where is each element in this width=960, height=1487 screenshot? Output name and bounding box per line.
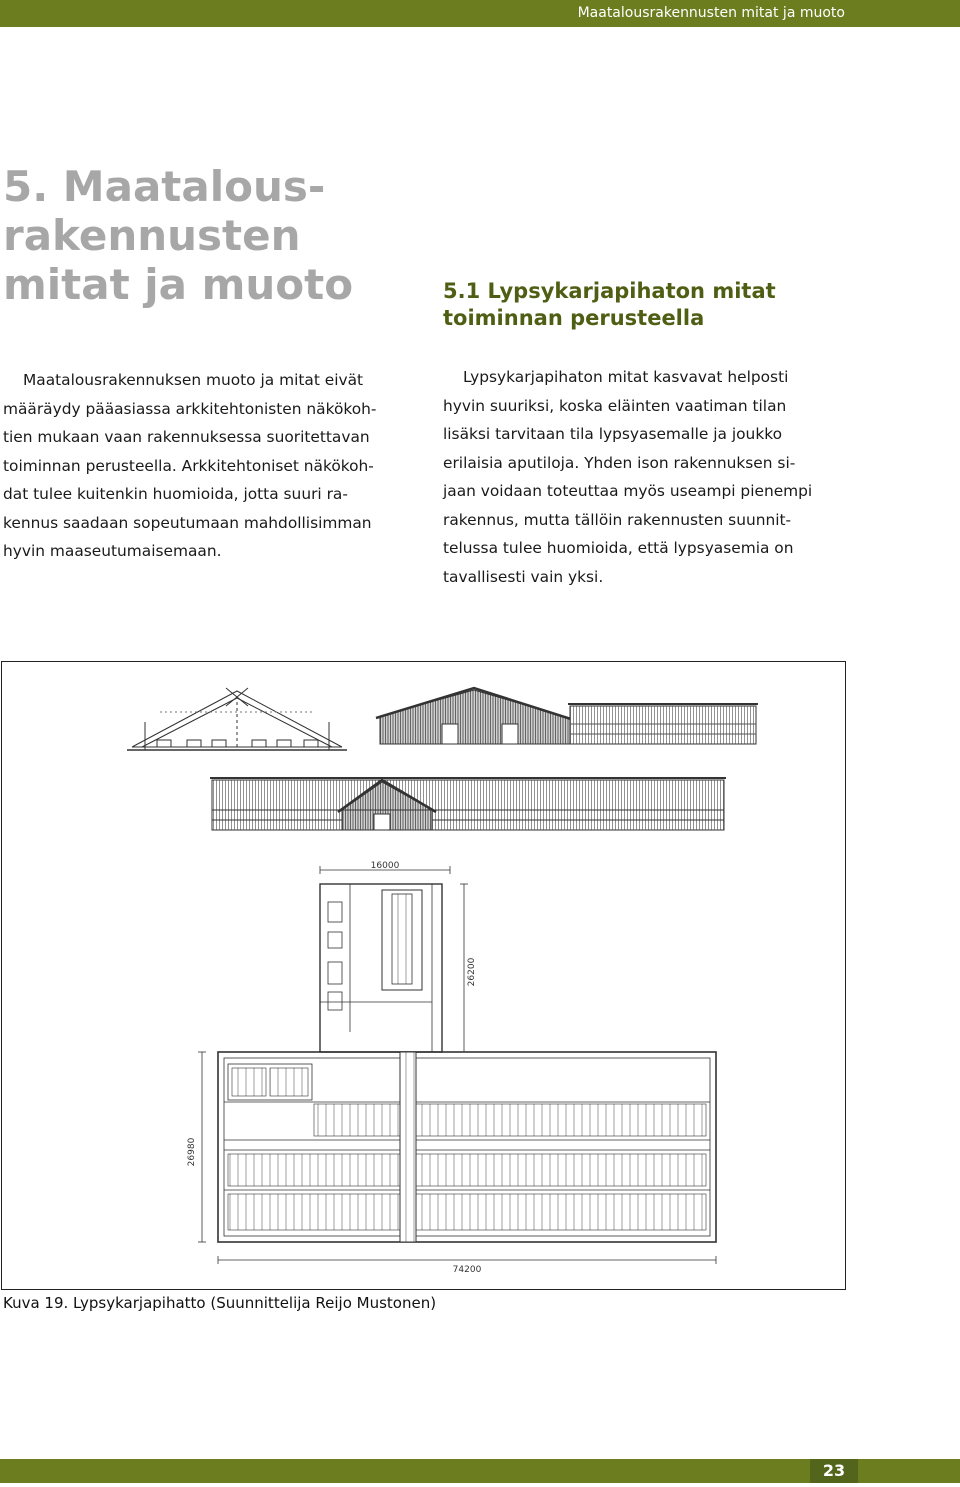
dimension-label-length: 26200 — [467, 957, 477, 987]
chapter-title-line: mitat ja muoto — [3, 260, 354, 309]
side-elevation-drawing — [376, 688, 758, 744]
text-line: tien mukaan vaan rakennuksessa suoritettavan — [3, 428, 370, 446]
section-title-line: 5.1 Lypsykarjapihaton mitat — [443, 279, 776, 303]
text-line: erilaisia aputiloja. Yhden ison rakennuksen si- — [443, 453, 796, 472]
figure-frame — [1, 661, 846, 1290]
running-title: Maatalousrakennusten mitat ja muoto — [577, 5, 845, 21]
text-line: toiminnan perusteella. Arkkitehtoniset näkökoh- — [3, 456, 374, 475]
text-line: hyvin suuriksi, koska eläinten vaatiman tilan — [443, 396, 787, 415]
dimension-label-barn-length: 74200 — [452, 1265, 482, 1275]
barn-drawing — [2, 662, 845, 1289]
section-title — [443, 278, 776, 332]
chapter-title-line: 5. Maatalous- — [3, 162, 326, 211]
figure-caption: Kuva 19. Lypsykarjapihatto (Suunnittelija Reijo Mustonen) — [3, 1294, 437, 1312]
text-line: jaan voidaan toteuttaa myös useampi pienempi — [443, 482, 813, 500]
text-line: tavallisesti vain yksi. — [443, 567, 604, 586]
text-line: hyvin maaseutumaisemaan. — [3, 542, 222, 560]
cross-section-drawing — [127, 688, 347, 750]
text-line: lisäksi tarvitaan tila lypsyasemalle ja joukko — [443, 425, 783, 443]
chapter-title-line: rakennusten — [3, 211, 301, 260]
left-paragraph — [3, 366, 376, 566]
chapter-title — [3, 162, 353, 309]
text-line: kennus saadaan sopeutumaan mahdollisimman — [3, 513, 372, 532]
page-number: 23 — [810, 1459, 858, 1483]
text-line: dat tulee kuitenkin huomioida, jotta suuri ra- — [3, 485, 348, 503]
text-line: määräydy pääasiassa arkkitehtonisten näkökoh- — [3, 399, 377, 418]
dimension-label-depth: 26980 — [187, 1137, 197, 1167]
floor-plan-drawing — [198, 866, 716, 1264]
front-elevation-drawing — [210, 778, 726, 830]
text-line: telussa tulee huomioida, että lypsyasemia on — [443, 539, 794, 557]
text-line: Lypsykarjapihaton mitat kasvavat helposti — [463, 368, 789, 386]
right-paragraph — [443, 363, 812, 591]
text-line: Maatalousrakennuksen muoto ja mitat eivät — [23, 371, 364, 389]
dimension-label-width: 16000 — [370, 861, 400, 871]
text-line: rakennus, mutta tällöin rakennusten suunnit- — [443, 510, 792, 529]
section-title-line: toiminnan perusteella — [443, 306, 705, 330]
